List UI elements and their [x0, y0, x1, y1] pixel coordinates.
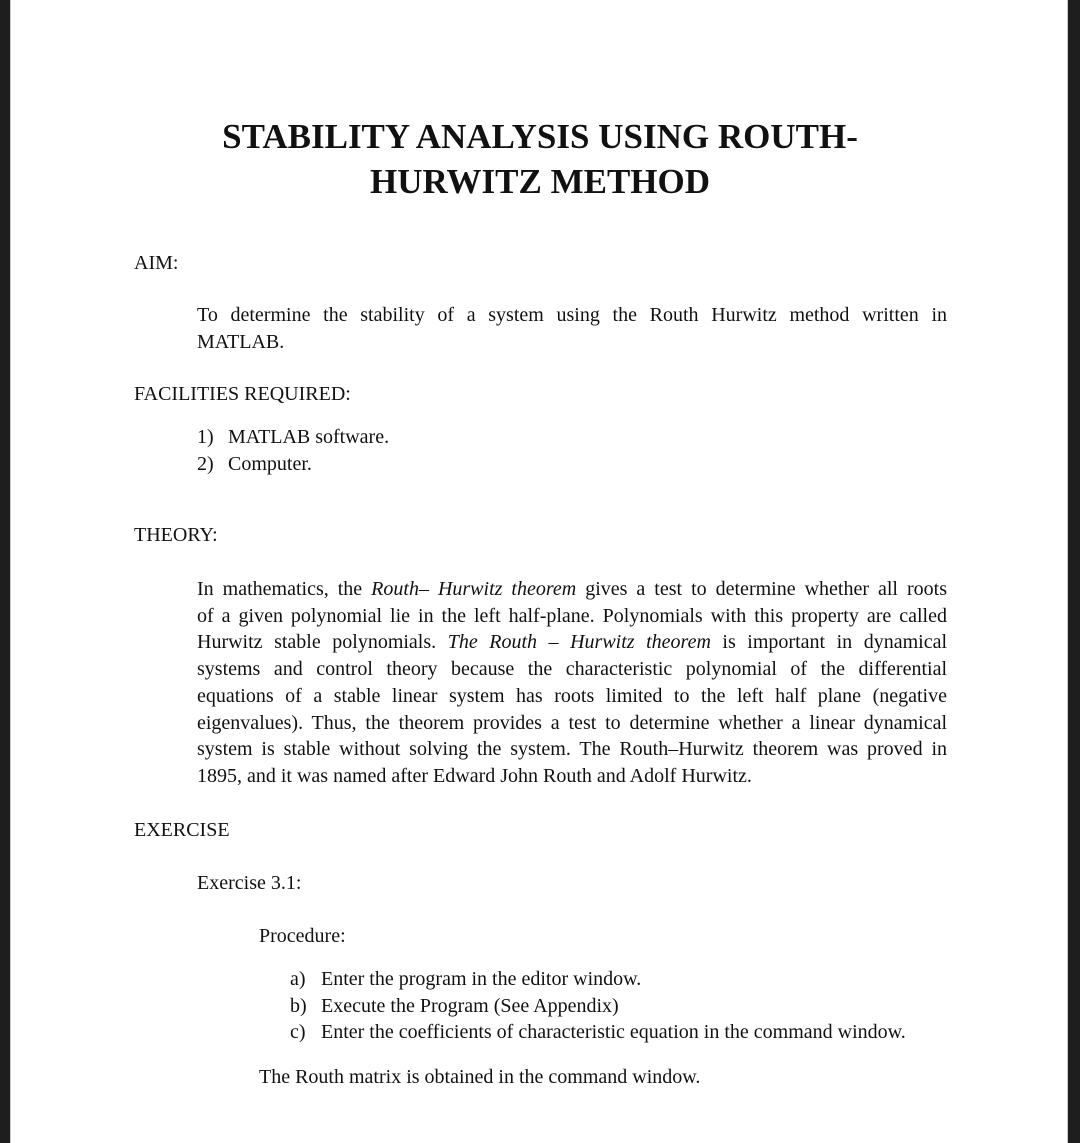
list-item-text: Enter the program in the editor window.: [321, 968, 642, 990]
theory-line-4: systems and control theory because the characteristic polynomial of the differential: [197, 658, 947, 681]
procedure-steps: [290, 966, 906, 1046]
list-item-text: MATLAB software.: [228, 426, 390, 448]
list-item-number: a): [290, 968, 306, 990]
list-item-number: b): [290, 994, 307, 1017]
theory-line-5: equations of a stable linear system has roots limited to the left half plane (negative: [197, 684, 947, 707]
facilities-list: [197, 424, 389, 478]
exercise-heading: EXERCISE: [134, 819, 230, 841]
theory-line-2: of a given polynomial lie in the left half-plane. Polynomials with this property are called: [197, 604, 947, 627]
theory-line-8: 1895, and it was named after Edward John Routh and Adolf Hurwitz.: [197, 764, 752, 787]
aim-heading: AIM:: [134, 252, 179, 274]
list-item-number: 2): [197, 453, 214, 475]
theory-text: Hurwitz stable polynomials.: [197, 631, 448, 654]
title-line-2: HURWITZ METHOD: [369, 162, 711, 201]
theory-emphasis: Routh– Hurwitz theorem: [371, 578, 577, 600]
theory-line-6: eigenvalues). Thus, the theorem provides a test to determine whether a linear dynamical: [197, 711, 947, 734]
theory-text: gives a test to determine whether all roots: [576, 578, 947, 600]
list-item: [290, 966, 906, 993]
theory-text: In mathematics, the: [197, 578, 372, 600]
title-line-1: STABILITY ANALYSIS USING ROUTH-: [222, 117, 858, 156]
aim-line-1: To determine the stability of a system using the Routh Hurwitz method written in: [197, 304, 947, 326]
list-item: [290, 993, 906, 1020]
list-item-text: Execute the Program (See Appendix): [321, 994, 619, 1017]
list-item-text: Enter the coefficients of characteristic equation in the command window.: [321, 1021, 906, 1043]
theory-emphasis: The Routh – Hurwitz theorem: [447, 631, 711, 654]
theory-heading: THEORY:: [134, 524, 218, 546]
procedure-result: The Routh matrix is obtained in the command window.: [259, 1066, 701, 1088]
document-page: [10, 0, 1068, 1143]
aim-line-2: MATLAB.: [197, 331, 285, 353]
theory-line-7: system is stable without solving the system. The Routh–Hurwitz theorem was proved in: [197, 738, 947, 761]
facilities-heading: FACILITIES REQUIRED:: [134, 383, 351, 405]
theory-paragraph: [197, 576, 947, 790]
theory-line-3: [197, 629, 947, 656]
aim-paragraph: [197, 302, 947, 356]
list-item-text: Computer.: [228, 453, 312, 475]
theory-text: is important in dynamical: [710, 631, 948, 654]
list-item: [197, 451, 389, 478]
list-item: [290, 1019, 906, 1046]
list-item-number: 1): [197, 426, 214, 448]
list-item: [197, 424, 389, 451]
list-item-number: c): [290, 1021, 306, 1043]
procedure-label: Procedure:: [259, 925, 346, 947]
page-title: [11, 114, 1069, 204]
theory-line-1: [197, 576, 947, 603]
exercise-sub-heading: Exercise 3.1:: [197, 872, 302, 894]
